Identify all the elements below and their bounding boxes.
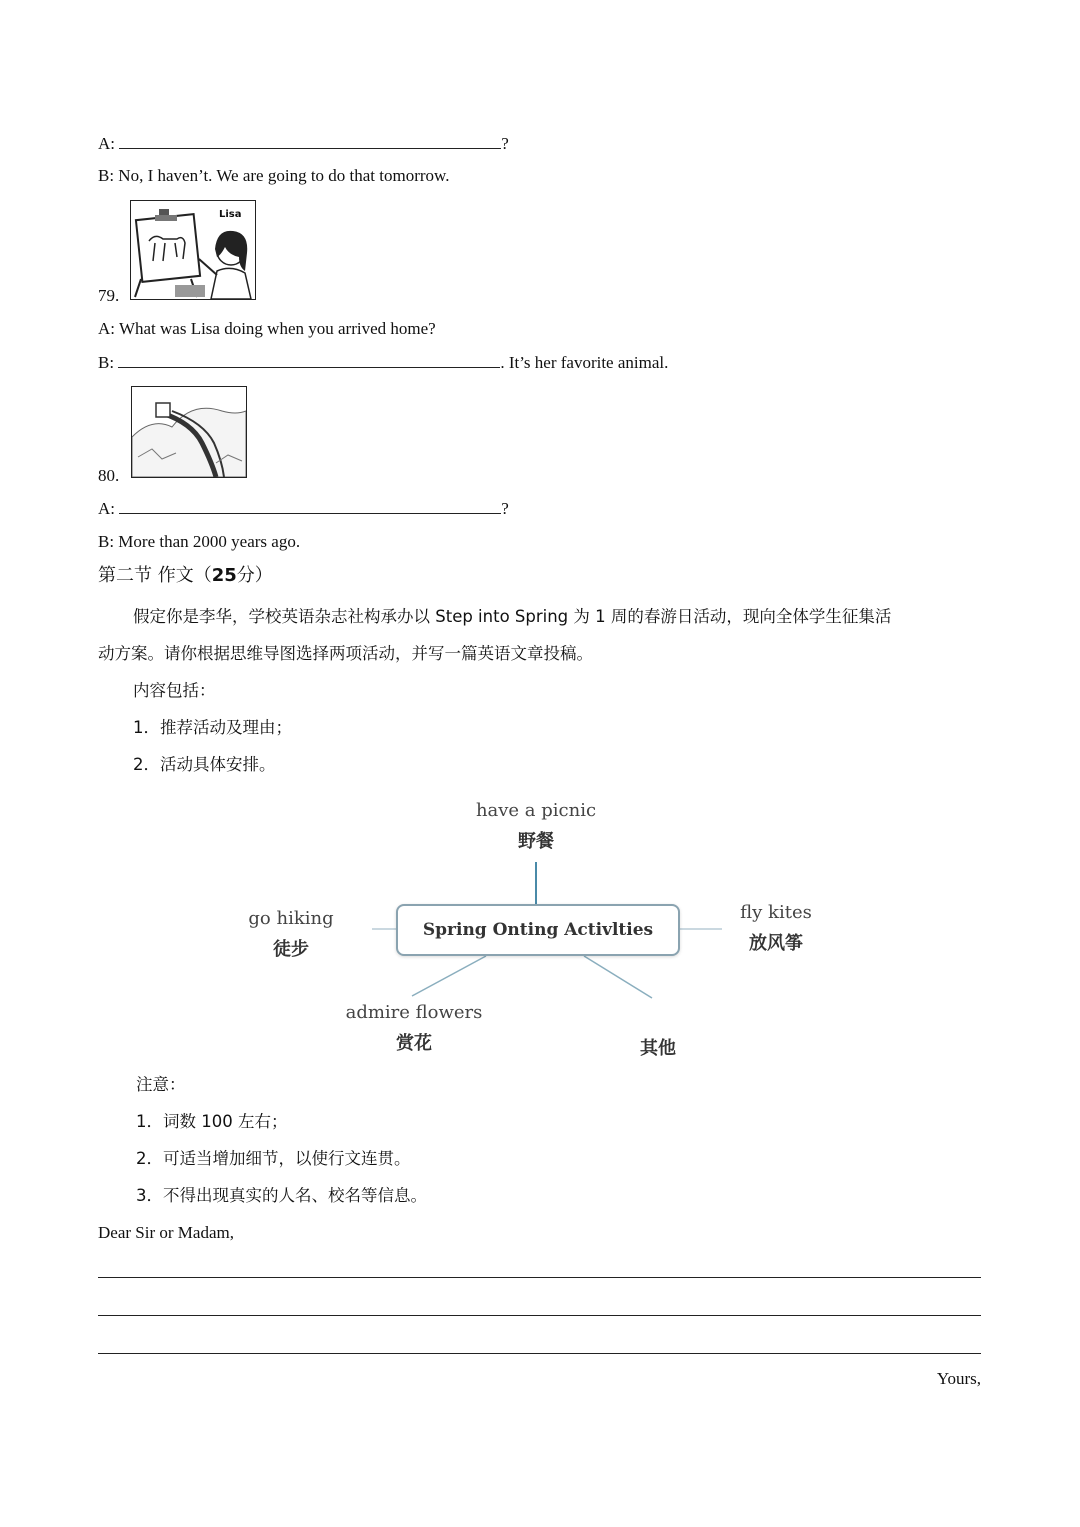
letter-closing: Yours, <box>936 1369 981 1388</box>
writing-intro-line-1: 假定你是李华，学校英语杂志社构承办以 Step into Spring 为 1 周的春游日活动，现向全体学生征集活 <box>133 607 892 626</box>
lisa-painting-picture <box>130 200 256 300</box>
mindmap-center-label: Spring Onting Activlties <box>422 920 654 940</box>
q79-answer-blank[interactable] <box>118 351 500 368</box>
letter-salutation: Dear Sir or Madam, <box>98 1223 234 1242</box>
writing-line-3[interactable] <box>98 1353 981 1354</box>
q79-number: 79. <box>98 286 120 305</box>
mindmap-node-flowers: admire flowers 赏花 <box>345 1002 483 1054</box>
notes-item-3: 3．不得出现真实的人名、校名等信息。 <box>136 1186 427 1205</box>
content-item-1: 1．推荐活动及理由； <box>133 718 292 737</box>
writing-line-1[interactable] <box>98 1277 981 1278</box>
notes-item-1: 1．词数 100 左右； <box>136 1112 288 1131</box>
great-wall-picture <box>131 386 247 478</box>
q80-b-line: B: More than 2000 years ago. <box>98 532 301 551</box>
q80-answer-blank[interactable] <box>119 497 501 514</box>
q78-a-line: A: ? <box>98 134 509 153</box>
writing-line-2[interactable] <box>98 1315 981 1316</box>
great-wall-illustration <box>132 387 246 477</box>
q80-number: 80. <box>98 466 120 485</box>
q78-answer-blank[interactable] <box>119 132 501 149</box>
content-item-2: 2．活动具体安排。 <box>133 755 276 774</box>
q80-a-line: A: ? <box>98 499 509 518</box>
mindmap-center-box <box>396 904 680 956</box>
q79-b-line: B: . It’s her favorite animal. <box>98 353 669 372</box>
mindmap-node-kites: fly kites 放风筝 <box>740 902 812 954</box>
mindmap-node-picnic: have a picnic 野餐 <box>475 800 597 852</box>
mindmap-node-hiking: go hiking 徒步 <box>248 908 334 960</box>
mindmap-node-others: 其他 <box>640 1038 676 1059</box>
q79-a-line: A: What was Lisa doing when you arrived home? <box>98 319 436 338</box>
writing-intro-line-2: 动方案。请你根据思维导图选择两项活动，并写一篇英语文章投稿。 <box>98 644 593 663</box>
notes-title: 注意： <box>136 1075 186 1094</box>
q78-b-line: B: No, I haven’t. We are going to do that tomorrow. <box>98 166 450 185</box>
writing-section-heading: 第二节 作文（25分） <box>98 565 273 586</box>
lisa-name-label: Lisa <box>219 209 242 220</box>
content-title: 内容包括： <box>133 681 216 700</box>
notes-item-2: 2．可适当增加细节，以使行文连贯。 <box>136 1149 411 1168</box>
